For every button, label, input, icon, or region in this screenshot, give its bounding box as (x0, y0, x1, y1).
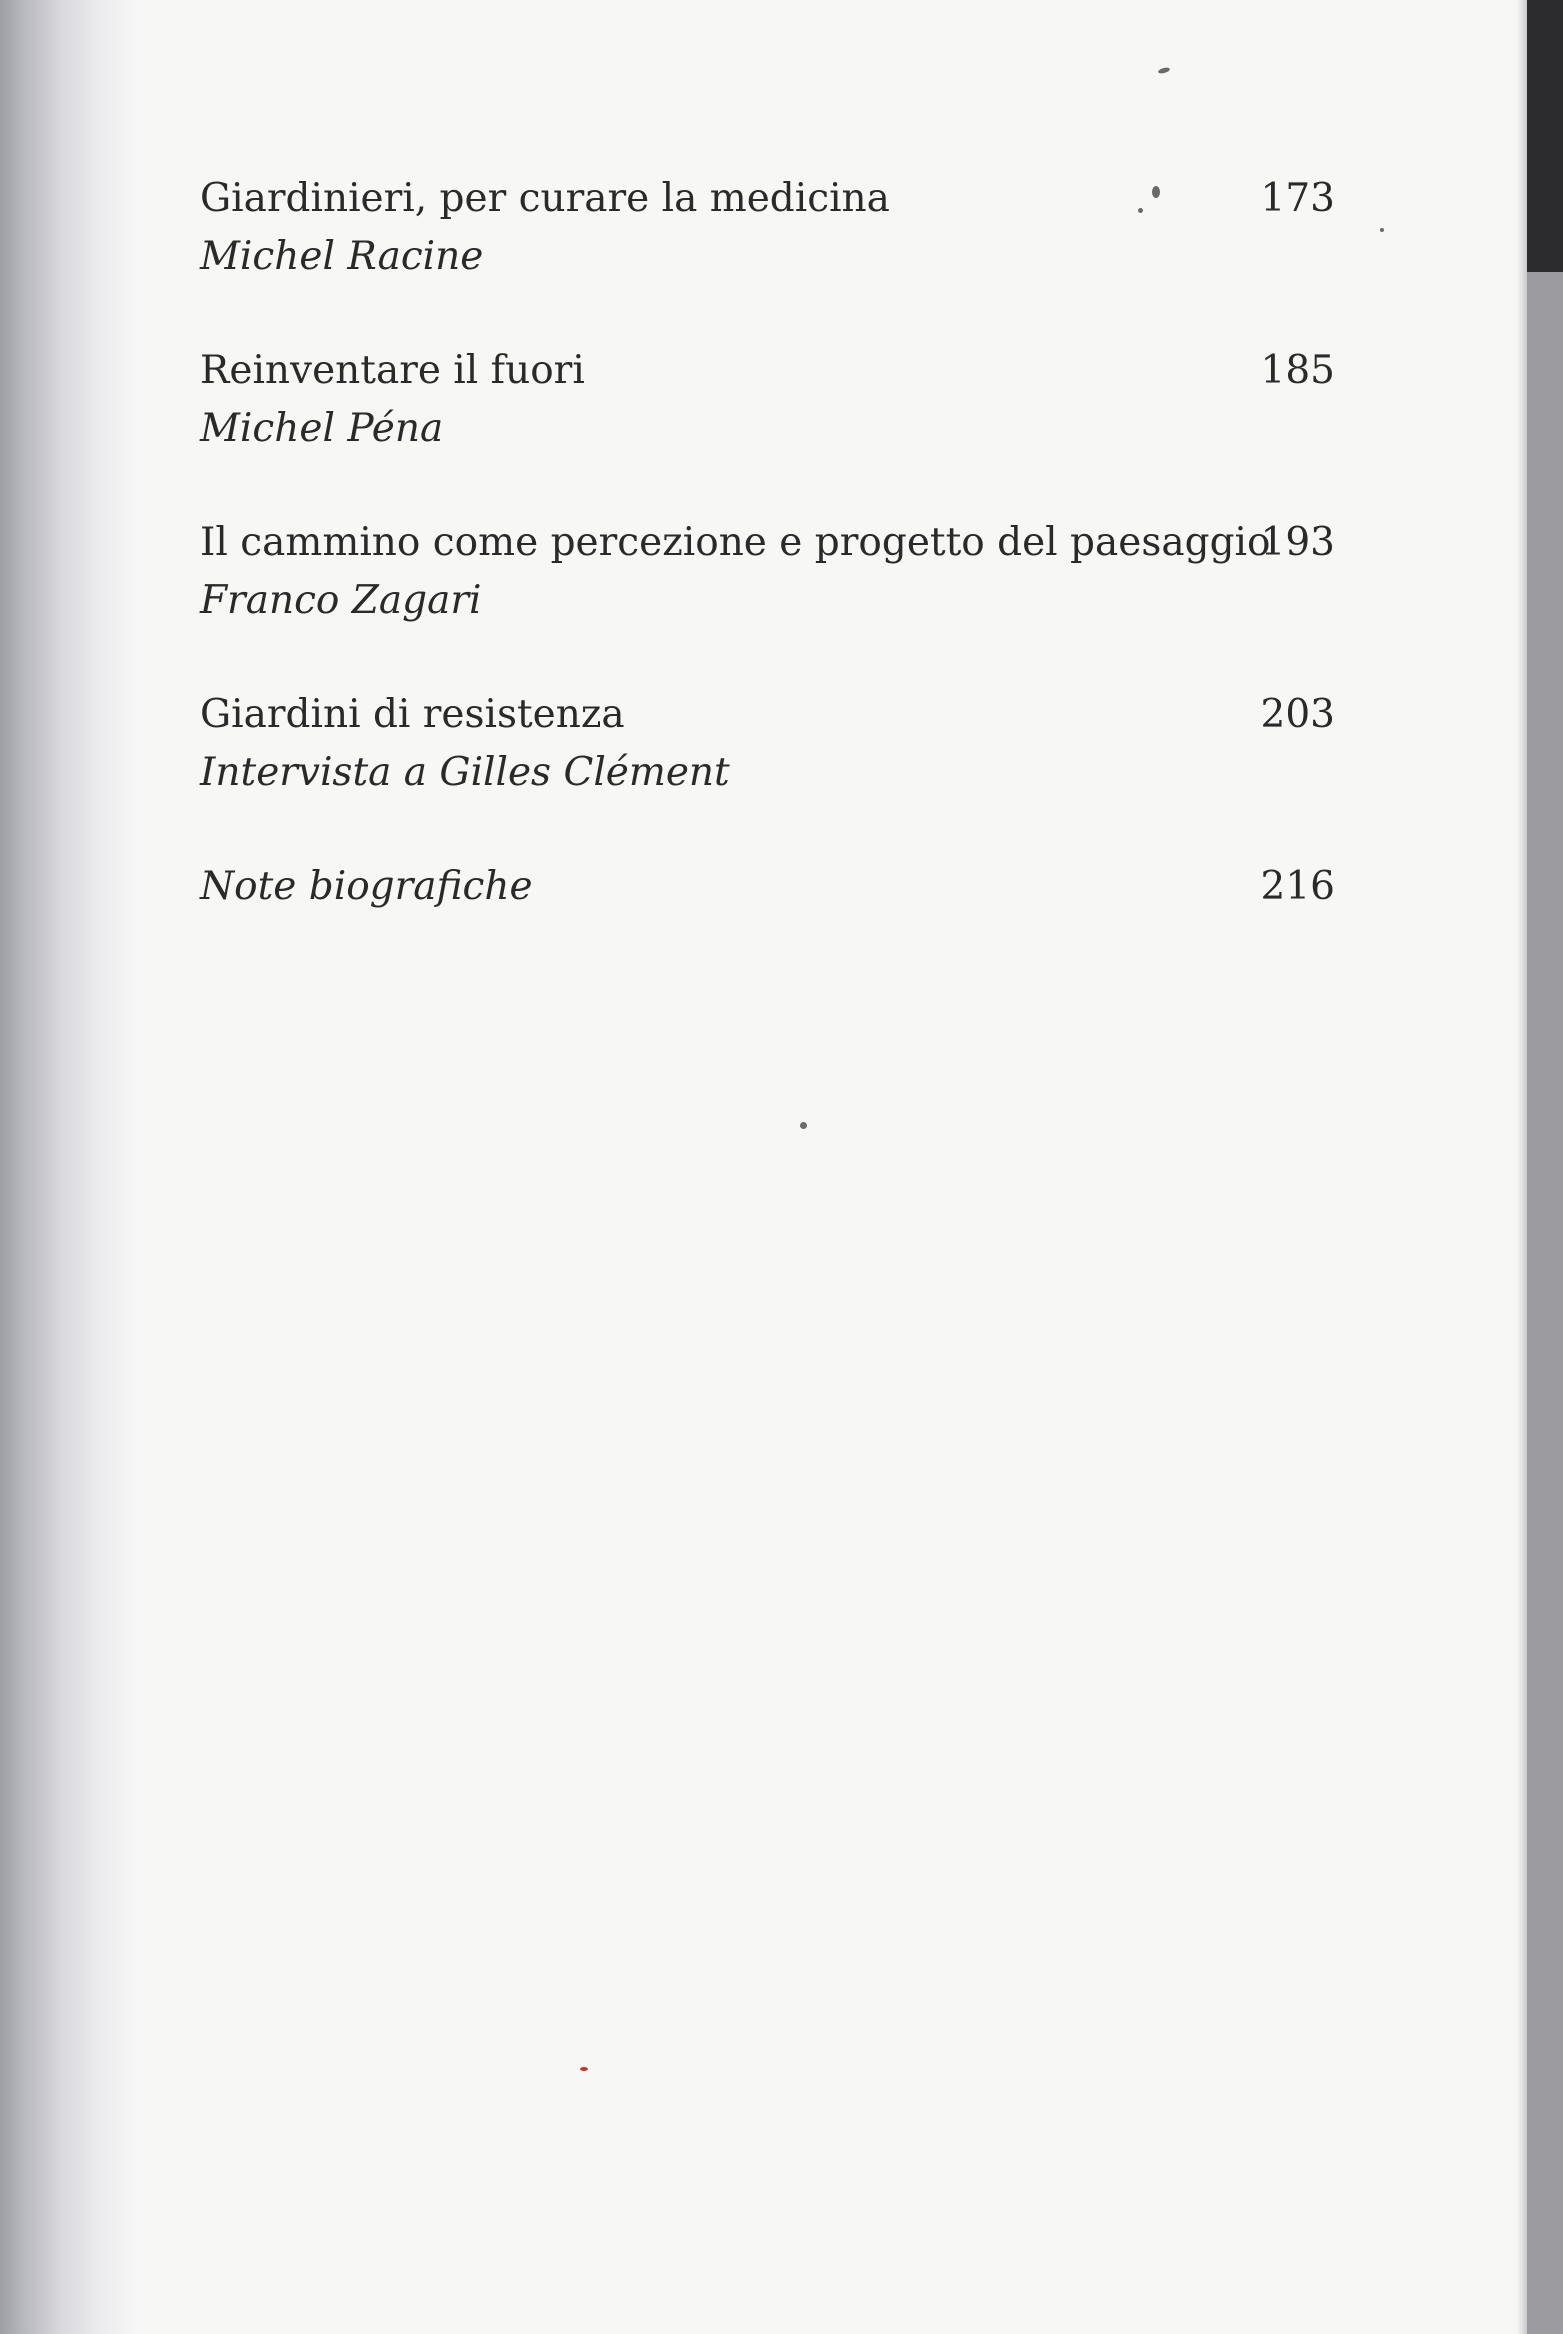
paper-speck (580, 2067, 588, 2071)
toc-entry[interactable] (200, 686, 1335, 802)
entry-title: Note biografiche (200, 864, 533, 909)
paper-speck (1380, 228, 1384, 232)
entry-page-number: 216 (1260, 864, 1335, 909)
paper-speck (1152, 186, 1160, 198)
binding-shadow (0, 0, 140, 2334)
toc-entry-biographies[interactable] (200, 858, 1335, 916)
cover-edge-dark (1527, 0, 1563, 272)
entry-page-number: 203 (1260, 692, 1335, 737)
entry-author: Michel Racine (200, 234, 484, 279)
entry-author: Franco Zagari (200, 578, 482, 623)
entry-page-number: 193 (1260, 520, 1335, 565)
toc-entry[interactable] (200, 514, 1335, 630)
paper-speck (1138, 208, 1143, 213)
cover-edge-grey (1527, 272, 1563, 2334)
entry-author: Intervista a Gilles Clément (200, 750, 730, 795)
entry-page-number: 173 (1260, 176, 1335, 221)
entry-title: Giardinieri, per curare la medicina (200, 176, 890, 221)
entry-title: Il cammino come percezione e progetto del paesaggio (200, 520, 1271, 565)
toc-entry[interactable] (200, 170, 1335, 286)
paper-speck (1158, 67, 1171, 75)
entry-title: Reinventare il fuori (200, 348, 585, 393)
entry-author: Michel Péna (200, 406, 444, 451)
entry-page-number: 185 (1260, 348, 1335, 393)
table-of-contents (200, 170, 1335, 972)
page-edge-shadow (1517, 0, 1527, 2334)
paper-speck (800, 1122, 807, 1129)
toc-entry[interactable] (200, 342, 1335, 458)
entry-title: Giardini di resistenza (200, 692, 625, 737)
